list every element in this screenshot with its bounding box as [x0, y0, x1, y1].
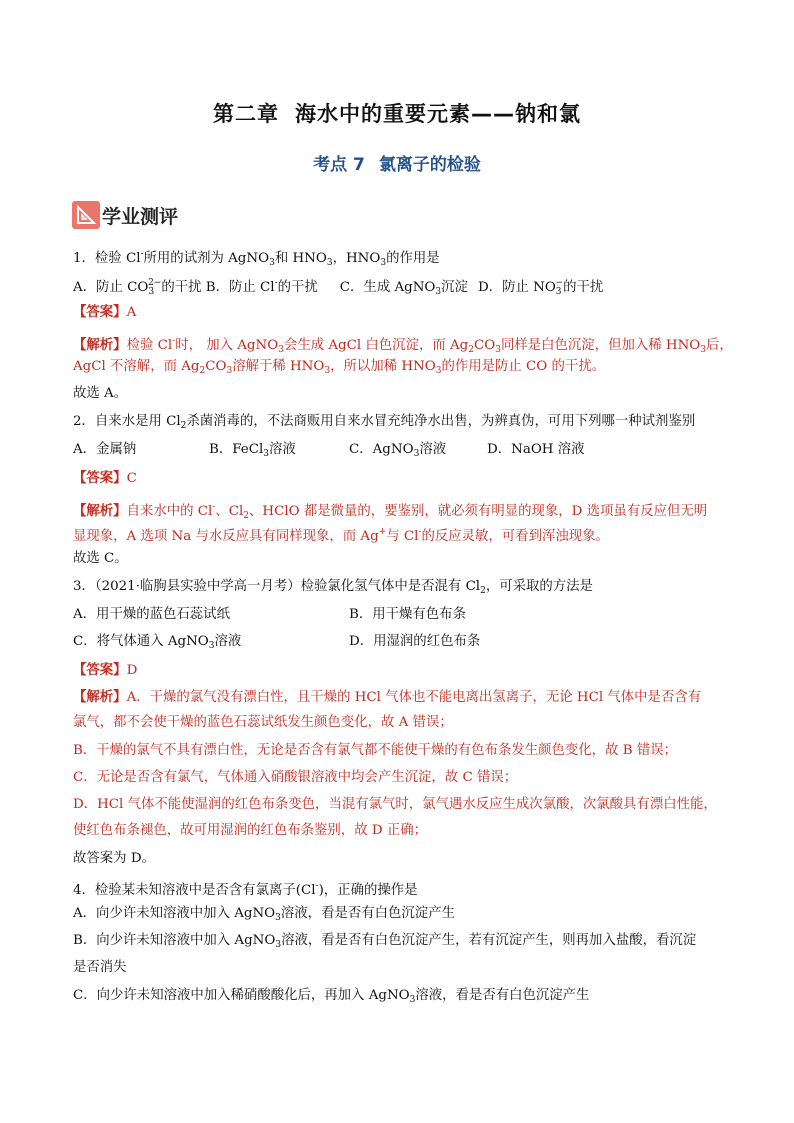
q1-analysis-line1: 【解析】检验 Cl-时， 加入 AgNO$_3$会生成 AgCl 白色沉淀，而 $Ag_2CO_3$同样是白色沉淀，但加入稀 $HNO_3$后，: [73, 336, 733, 355]
q2-options: A．金属钠 B．FeCl$_3$溶液 C．AgNO$_3$溶液 D．NaOH 溶液: [73, 442, 585, 459]
q2-stem: 2．自来水是用 $Cl_2$杀菌消毒的，不法商贩用自来水冒充纯净水出售，为辨真伪，可用下列哪一种试剂鉴别: [73, 414, 696, 431]
section-header: [72, 200, 178, 230]
q3-analysis-line6: 使红色布条褪色，故可用湿润的红色布条鉴别，故 D 正确；: [73, 823, 428, 838]
q4-option-a: A．向少许未知溶液中加入 AgNO$_3$溶液，看是否有白色沉淀产生: [73, 906, 455, 923]
q3-options-row1: A．用干燥的蓝色石蕊试纸 B．用干燥有色布条: [73, 607, 466, 622]
q4-option-b: B．向少许未知溶液中加入 AgNO$_3$溶液，看是否有白色沉淀产生，若有沉淀产生，则再加入盐酸，看沉淀: [73, 933, 697, 950]
q3-analysis-line5: D．HCl 气体不能使湿润的红色布条变色，当混有氯气时，氯气遇水反应生成次氯酸，次氯酸具有漂白性能，: [73, 797, 717, 812]
q3-stem: 3．（2021·临朐县实验中学高一月考）检验氯化氢气体中是否混有 $Cl_2$，可采取的方法是: [73, 579, 593, 596]
q1-answer: 【答案】A: [73, 304, 137, 320]
q2-conclusion: 故选 C。: [73, 551, 128, 566]
section-label: 学业测评: [102, 205, 179, 228]
q4-stem: 4．检验某未知溶液中是否含有氯离子(Cl-)，正确的操作是: [73, 881, 418, 898]
q1-options: A．防止 $CO_3^{2-}$的干扰 B．防止 Cl-的干扰 C．生成 AgNO$_3$沉淀 D．防止 $NO_3^-$的干扰: [73, 278, 604, 297]
q3-analysis-line4: C．无论是否含有氯气，气体通入硝酸银溶液中均会产生沉淀，故 C 错误；: [73, 770, 518, 785]
q4-option-c: C．向少许未知溶液中加入稀硝酸酸化后，再加入 AgNO$_3$溶液，看是否有白色沉淀产生: [73, 988, 590, 1005]
topic-subtitle: 考点 7 氯离子的检验: [313, 155, 481, 175]
q1-conclusion: 故选 A。: [73, 386, 128, 401]
q2-analysis-line1: 【解析】自来水中的 Cl-、$Cl_2$、HClO 都是微量的，要鉴别，就必须有明显的现象，D 选项虽有反应但无明: [73, 502, 708, 521]
q3-conclusion: 故答案为 D。: [73, 851, 155, 866]
q3-options-row2: C．将气体通入 AgNO$_3$溶液 D．用湿润的红色布条: [73, 634, 481, 651]
q2-analysis-line2: 显现象，A 选项 Na 与水反应具有同样现象，而 Ag+与 Cl-的反应灵敏，可看到浑浊现象。: [73, 527, 609, 544]
q2-answer: 【答案】C: [73, 470, 137, 486]
q3-analysis-line2: 氯气，都不会使干燥的蓝色石蕊试纸发生颜色变化，故 A 错误；: [73, 715, 453, 730]
q1-analysis-line2: AgCl 不溶解，而 $Ag_2CO_3$溶解于稀 $HNO_3$，所以加稀 $HNO_3$的作用是防止 CO 的干扰。: [73, 359, 606, 376]
page-title: 第二章 海水中的重要元素——钠和氯: [213, 102, 581, 126]
set-square-icon: [72, 201, 100, 229]
q1-stem: 1．检验 Cl-所用的试剂为 AgNO$_3$和 $HNO_3$，$HNO_3$的作用是: [73, 249, 440, 268]
q4-option-b-cont: 是否消失: [73, 960, 127, 975]
q3-analysis-line3: B．干燥的氯气不具有漂白性，无论是否含有氯气都不能使干燥的有色布条发生颜色变化，故 B 错误；: [73, 743, 677, 758]
q3-analysis-line1: 【解析】A．干燥的氯气没有漂白性，且干燥的 HCl 气体也不能电离出氢离子，无论 HCl 气体中是否含有: [73, 689, 702, 705]
q3-answer: 【答案】D: [73, 662, 138, 678]
